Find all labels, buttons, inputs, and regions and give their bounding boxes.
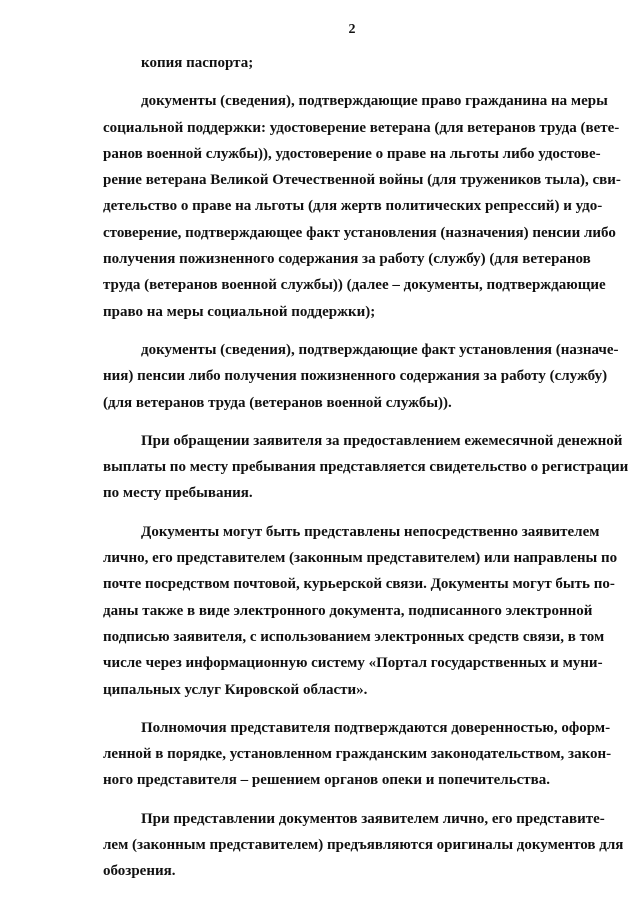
text-line: рение ветерана Великой Отечественной войны (для тружеников тыла), сви- <box>103 172 621 189</box>
text-line: выплаты по месту пребывания представляется свидетельство о регистрации <box>103 459 629 476</box>
paragraph-pension-documents <box>103 337 619 416</box>
text-line: ранов военной службы)), удостоверение о праве на льготы либо удостове- <box>103 145 601 162</box>
text-line: документы (сведения), подтверждающие право гражданина на меры <box>141 93 608 110</box>
text-line: Документы могут быть представлены непосредственно заявителем <box>141 523 600 540</box>
text-line: ципальных услуг Кировской области». <box>103 681 368 698</box>
paragraph-stay-registration <box>103 428 629 507</box>
text-line: социальной поддержки: удостоверение ветерана (для ветеранов труда (вете- <box>103 119 620 136</box>
text-line: ного представителя – решением органов опеки и попечительства. <box>103 772 551 789</box>
paragraph-passport-copy <box>103 50 588 76</box>
text-line: При представлении документов заявителем лично, его представите- <box>141 810 605 827</box>
text-line: (для ветеранов труда (ветеранов военной службы)). <box>103 394 452 411</box>
paragraph-submission-methods <box>103 519 618 703</box>
text-line: получения пожизненного содержания за работу (службу) (для ветеранов <box>103 251 591 268</box>
text-line: документы (сведения), подтверждающие факт установления (назначе- <box>141 341 619 358</box>
text-line: право на меры социальной поддержки); <box>103 303 376 320</box>
text-line: почте посредством почтовой, курьерской связи. Документы могут быть по- <box>103 576 615 593</box>
text-line: труда (ветеранов военной службы)) (далее – документы, подтверждающие <box>103 277 606 294</box>
text-line: При обращении заявителя за предоставлением ежемесячной денежной <box>141 432 623 449</box>
paragraph-original-documents <box>103 806 624 885</box>
paragraph-benefit-documents <box>103 88 621 325</box>
text-line: ленной в порядке, установленном гражданским законодательством, закон- <box>103 746 612 763</box>
text-line: подписью заявителя, с использованием электронных средств связи, в том <box>103 628 605 645</box>
document-body <box>103 50 629 897</box>
text-line: стоверение, подтверждающее факт установления (назначения) пенсии либо <box>103 224 616 241</box>
text-line: ния) пенсии либо получения пожизненного содержания за работу (службу) <box>103 368 608 385</box>
text-line: лем (законным представителем) предъявляются оригиналы документов для <box>103 837 624 854</box>
text-line: даны также в виде электронного документа, подписанного электронной <box>103 602 593 619</box>
text-line: числе через информационную систему «Портал государственных и муни- <box>103 655 603 672</box>
text-line: Полномочия представителя подтверждаются доверенностью, оформ- <box>141 719 611 736</box>
text-line: детельство о праве на льготы (для жертв политических репрессий) и удо- <box>103 198 603 215</box>
page-number: 2 <box>348 22 356 37</box>
paragraph-representative-authority <box>103 715 612 794</box>
text-line: копия паспорта; <box>141 55 254 71</box>
text-line: лично, его представителем (законным представителем) или направлены по <box>103 550 618 567</box>
text-line: обозрения. <box>103 863 176 880</box>
text-line: по месту пребывания. <box>103 485 253 502</box>
